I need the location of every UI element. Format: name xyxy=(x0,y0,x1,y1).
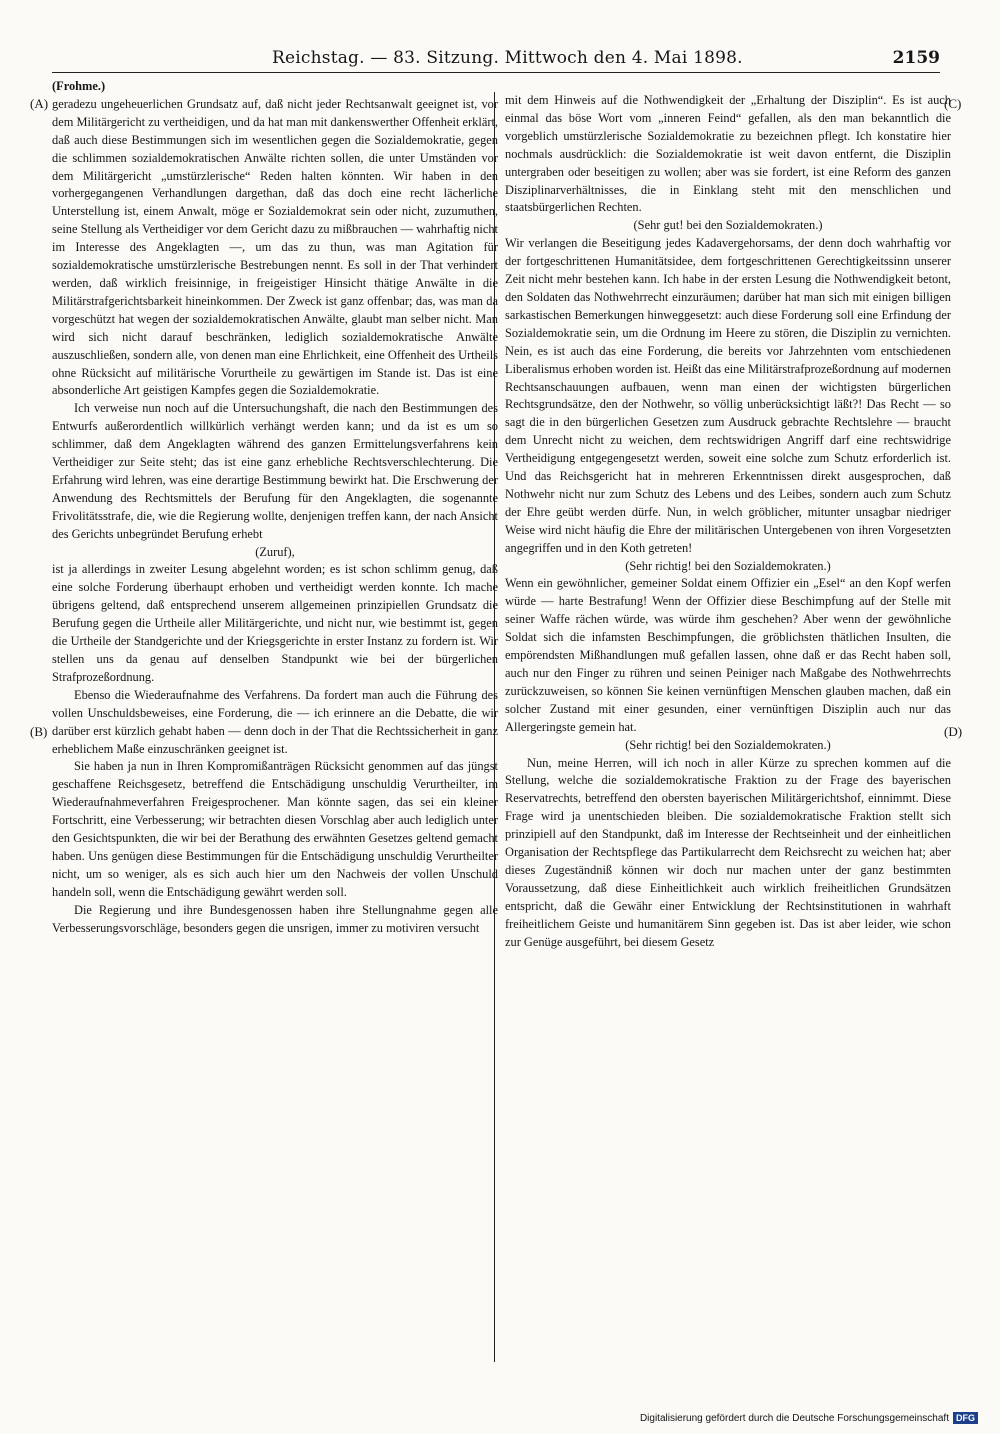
credit-text: Digitalisierung gefördert durch die Deutsche Forschungsgemeinschaft xyxy=(639,1412,949,1424)
margin-marker-a: (A) xyxy=(30,96,49,111)
paragraph: mit dem Hinweis auf die Nothwendigkeit der „Erhaltung der Disziplin“. Es ist auch einmal das böse Wort vom „inneren Feind“ gefallen, als den man bekanntlich die vorgeblich umstürzlerische Sozialdemokratie zu bezeichnen pflegt. Ich konstatire hier nochmals ausdrücklich: die Sozialdemokratie ist weit davon entfernt, die Disziplin untergraben oder beseitigen zu wollen; aber was sie fordert, ist eine Reform des ganzen Disziplinarverhältnisses, die in Einklang steht mit den menschlichen und staatsbürgerlichen Rechten. xyxy=(505,93,951,215)
paragraph: Wenn ein gewöhnlicher, gemeiner Soldat einem Offizier ein „Esel“ an den Kopf werfen würde — harte Bestrafung! Wenn der Offizier diese Beschimpfung auf der Stelle mit seiner Waffe rächen würde, was würde ihm geschehen? Aber wenn der gewöhnliche Soldat sich die infamsten Beschimpfungen, die gröblichsten thätlichen Insulten, die empörendsten Mißhandlungen muß gefallen lassen, ohne daß er das Recht haben soll, auch nur den Finger zu rühren und seinen Peiniger nach Maßgabe des Nothwehrrechts zurückzuweisen, so können Sie keinen vernünftigen Menschen glauben machen, daß ein solcher Zustand mit einer gesunden, einer vernünftigen Disziplin auch nur das Allergeringste gemein hat. xyxy=(505,576,951,734)
paragraph: Ebenso die Wiederaufnahme des Verfahrens. Da fordert man auch die Führung des vollen Unschuldsbeweises, eine Forderung, die — ich erinnere an die Debatte, die wir darüber erst kürzlich gehabt haben — denn doch in der That die Rechtssicherheit in ganz erheblichem Maße einzuschränken geeignet ist. xyxy=(52,687,498,756)
right-column xyxy=(505,92,951,1382)
paragraph: ist ja allerdings in zweiter Lesung abgelehnt worden; es ist schon schlimm genug, daß eine solche Forderung überhaupt erhoben und vertheidigt werden konnte. Ich mache übrigens geltend, daß entsprechend unserem allgemeinen prinzipiellen Grundsatz die Berufung gegen die Urtheile aller Militärgerichte, und nicht nur, wie bestimmt ist, gegen die Urtheile der Standgerichte und der Kriegsgerichte in erster Instanz zu fordern ist. Wir stellen uns da genau auf denselben Standpunkt wie bei der bürgerlichen Strafprozeßordnung. xyxy=(52,562,498,684)
left-column xyxy=(52,78,498,1368)
interjection: (Zuruf), xyxy=(255,544,295,559)
page-header xyxy=(52,48,940,73)
margin-marker-b: (B) xyxy=(30,724,48,739)
dfg-logo: DFG xyxy=(953,1412,978,1424)
margin-marker-d: (D) xyxy=(944,724,963,739)
paragraph: Nun, meine Herren, will ich noch in aller Kürze zu sprechen kommen auf die Stellung, welche die sozialdemokratische Fraktion zu der Frage des bayerischen Reservatrechts, betreffend den obersten bayerischen Militärgerichtshof, einnimmt. Diese Frage wird ja unentschieden bleiben. Die sozialdemokratische Fraktion stellt sich prinzipiell auf den Standpunkt, daß im Interesse der Rechtseinheit und der einheitlichen Organisation der Rechtspflege das Partikularrecht dem Reichsrecht zu weichen hat; aber dieses Zugeständniß können wir doch nur machen unter der ganz bestimmten Voraussetzung, daß diese Einheitlichkeit auch wirklich freiheitlichen Grundsätzen entspricht, daß die Gewähr einer Entwicklung der Rechtsinstitutionen in wahrhaft freiheitlichem Geiste und humanitärem Sinn gegeben ist. Das ist aber leider, wie schon zur Genüge ausgeführt, bei diesem Gesetz xyxy=(505,755,951,949)
speaker-name: (Frohme.) xyxy=(52,79,106,93)
paragraph: geradezu ungeheuerlichen Grundsatz auf, daß nicht jeder Rechtsanwalt geeignet ist, vor dem Militärgericht zu vertheidigen, und da hat man mit dankenswerther Offenheit erklärt, daß auch diese Bestimmungen sich im wesentlichen gegen die Sozialdemokratie, gegen die schlimmen sozialdemokratischen Anwälte richten sollen, die unter Umständen vor dem Militärgericht „umstürzlerische“ Reden halten könnten. Wir haben in den vorhergegangenen Verhandlungen dargethan, daß das doch eine recht lächerliche Unterstellung ist, einem Anwalt, möge er Sozialdemokrat sein oder nicht, zuzumuthen, seine Stellung als Vertheidiger vor dem Gericht dazu zu mißbrauchen — wahrhaftig nicht im Interesse des Angeklagten —, um das zu thun, was man Agitation für sozialdemokratische umstürzlerische Bestrebungen nennt. Es soll in der That verhindert werden, daß wirklich freisinnige, in freigeistiger Hinsicht thätige Anwälte in die Militärstrafgerichtsbarkeit hineinkommen. Der Zweck ist ganz offenbar; das, was man da vorgeschützt hat wegen der sozialdemokratischen Anwälte, glaubt man selber nicht. Man wird sich nicht darauf beschränken, lediglich sozialdemokratische Anwälte auszuschließen, sondern alle, von denen man eine Ehrlichkeit, eine Offenheit des Urtheils ohne Rücksicht auf militärische Vorurtheile zu gewärtigen im Stande ist. Das ist eine absonderliche Art geistigen Kampfes gegen die Sozialdemokratie. xyxy=(52,96,498,398)
page-number: 2159 xyxy=(892,48,940,68)
interjection: (Sehr richtig! bei den Sozialdemokraten.) xyxy=(625,558,831,573)
interjection: (Sehr richtig! bei den Sozialdemokraten.) xyxy=(625,737,831,752)
paragraph: Wir verlangen die Beseitigung jedes Kadavergehorsams, der denn doch wahrhaftig vor der fortgeschrittenen Humanitätsidee, dem fortgeschrittenen Gerechtigkeitssinn unserer Zeit nicht mehr bestehen kann. Ich habe in der ersten Lesung die Nothwendigkeit betont, den Soldaten das Nothwehrrecht einzuräumen; darüber hat man sich mit einigen billigen sarkastischen Bemerkungen hinweggesetzt: auch diese Forderung soll eine Erfindung der Sozialdemokratie sein, um die Ordnung im Heere zu stören, die Disziplin zu vernichten. Nein, es ist auch das eine Forderung, die bereits vor Jahrzehnten vom entschiedenen Liberalismus erhoben worden ist. Heißt das eine Militärstrafprozeßordnung auf modernen Rechtsanschauungen aufbauen, wenn man einen der wichtigsten bürgerlichen Rechtsgrundsätze, den der Nothwehr, so völlig unberücksichtigt läßt?! Das Recht — so sagt die in den bürgerlichen Gesetzen zum Ausdruck gebrachte Rechtslehre — braucht dem Unrecht nicht zu weichen, dem rechtswidrigen Angriff darf eine rechtswidrige Vertheidigung entgegengesetzt werden, soweit eine solche zum Schutz erforderlich ist. Und das Reichsgericht hat in mehreren Erkenntnissen direkt ausgesprochen, daß Nothwehr nicht nur zum Schutz des Lebens und des Leibes, sondern auch zum Schutz der Ehre geübt werden dürfe. Nun, in welch gröblicher, mitunter unsagbar niedriger Weise wird nicht häufig die Ehre der militärischen Untergebenen von ihren Vorgesetzten angegriffen und in den Koth getreten! xyxy=(505,236,951,555)
running-title: Reichstag. — 83. Sitzung. Mittwoch den 4. Mai 1898. xyxy=(272,48,743,68)
digitization-credit xyxy=(640,1412,978,1424)
paragraph: Ich verweise nun noch auf die Untersuchungshaft, die nach den Bestimmungen des Entwurfs außerordentlich willkürlich verhängt werden kann; und da ist es um so schlimmer, daß dem Angeklagten während des ganzen Ermittelungsverfahrens kein Vertheidiger zur Seite steht; das ist eine ganz erhebliche Rechtsverschlechterung. Die Erfahrung wird lehren, was eine derartige Bestimmung bewirkt hat. Die Erschwerung der Anwendung des Rechtsmittels der Berufung für den Angeklagten, die sogenannte Frivolitätsstrafe, die, wie die Regierung wollte, denjenigen treffen kann, der nach Ansicht des Gerichts unbegründet Berufung erhebt xyxy=(52,401,498,541)
margin-marker-c: (C) xyxy=(944,96,962,111)
paragraph: Sie haben ja nun in Ihren Kompromißanträgen Rücksicht genommen auf das jüngst geschaffene Reichsgesetz, betreffend die Entschädigung unschuldig Verurtheilter, im Wiederaufnahmeverfahren Freigesprochener. Man könnte sagen, das sei ein kleiner Fortschritt, eine Verbesserung; wir betrachten diesen Vorschlag aber auch lediglich unter den Gesichtspunkten, die wir bei der Berathung des erwähnten Gesetzes geltend gemacht haben. Uns genügen diese Bestimmungen für die Entschädigung unschuldig Verurtheilter nicht, um so weniger, als es sich auch hier um den Nachweis der vollen Unschuld handeln soll, wenn die Entschädigung gewährt werden soll. xyxy=(52,759,498,899)
interjection: (Sehr gut! bei den Sozialdemokraten.) xyxy=(633,218,823,233)
paragraph: Die Regierung und ihre Bundesgenossen haben ihre Stellungnahme gegen alle Verbesserungsvorschläge, besonders gegen die unsrigen, immer zu motiviren versucht xyxy=(52,902,498,935)
